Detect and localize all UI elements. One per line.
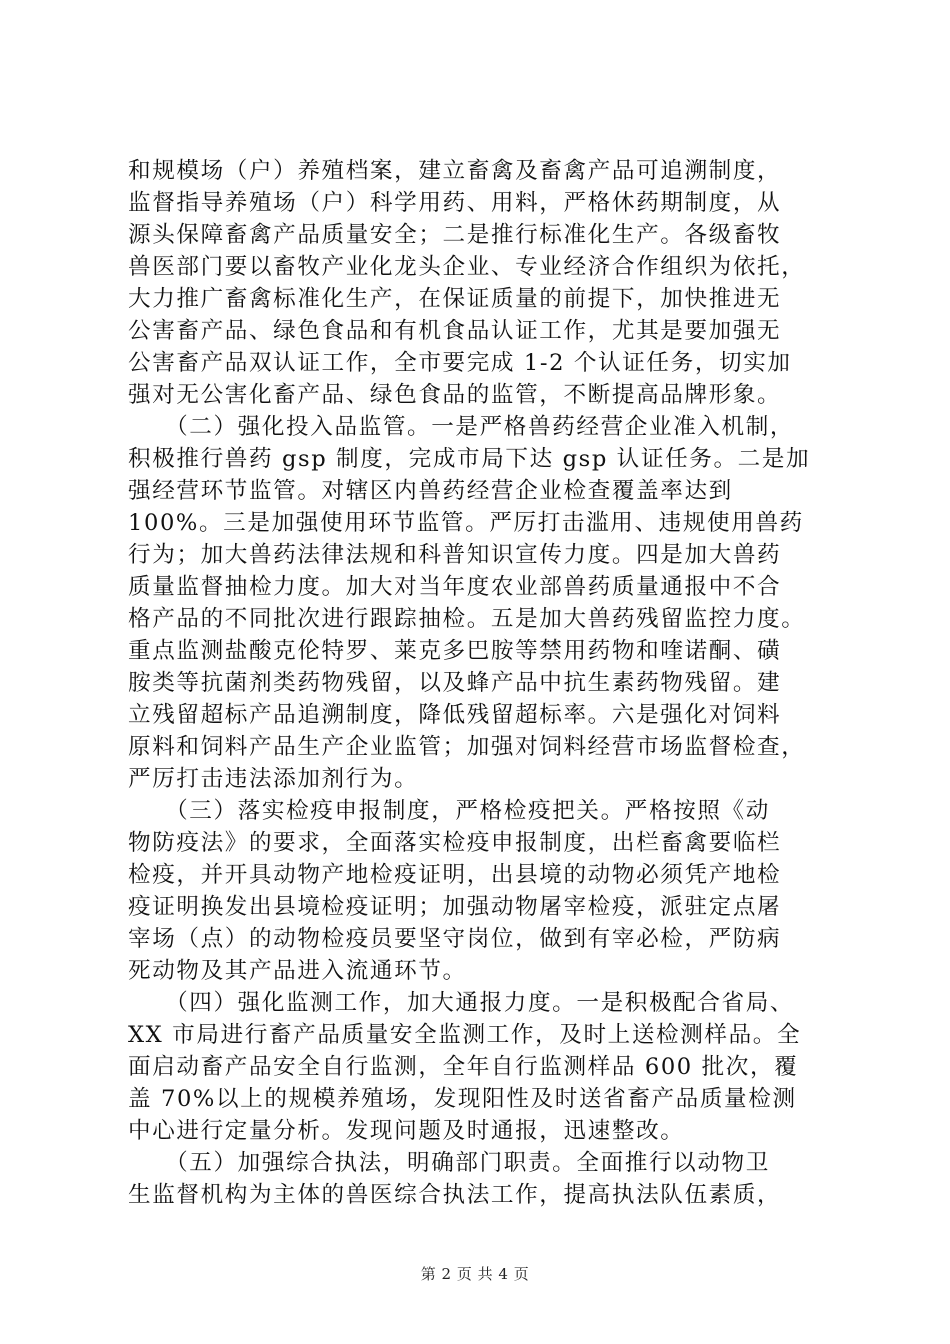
text-line: 兽医部门要以畜牧产业化龙头企业、专业经济合作组织为依托，: [128, 254, 806, 280]
text-line: 宰场（点）的动物检疫员要坚守岗位，做到有宰必检，严防病: [128, 926, 782, 952]
text-line: 100%。三是加强使用环节监管。严厉打击滥用、违规使用兽药: [128, 510, 804, 536]
text-line: 面启动畜产品安全自行监测，全年自行监测样品 600 批次，覆: [128, 1054, 799, 1080]
body-text: [128, 155, 840, 1211]
text-line: 大力推广畜禽标准化生产，在保证质量的前提下，加快推进无: [128, 286, 782, 312]
text-line: 源头保障畜禽产品质量安全；二是推行标准化生产。各级畜牧: [128, 222, 782, 248]
page-footer: 第 2 页 共 4 页: [420, 1265, 530, 1283]
text-line: 物防疫法》的要求，全面落实检疫申报制度，出栏畜禽要临栏: [128, 830, 782, 856]
text-line: 公害畜产品、绿色食品和有机食品认证工作，尤其是要加强无: [128, 318, 782, 344]
text-line: 疫证明换发出县境检疫证明；加强动物屠宰检疫，派驻定点屠: [128, 894, 782, 920]
text-line: 强经营环节监管。对辖区内兽药经营企业检查覆盖率达到: [128, 478, 733, 504]
text-line: 积极推行兽药 gsp 制度，完成市局下达 gsp 认证任务。二是加: [128, 446, 811, 472]
text-line: （四）强化监测工作，加大通报力度。一是积极配合省局、: [128, 990, 795, 1016]
text-line: 原料和饲料产品生产企业监管；加强对饲料经营市场监督检查，: [128, 734, 806, 760]
text-line: 公害畜产品双认证工作，全市要完成 1-2 个认证任务，切实加: [128, 350, 792, 376]
text-line: 质量监督抽检力度。加大对当年度农业部兽药质量通报中不合: [128, 574, 782, 600]
text-line: （三）落实检疫申报制度，严格检疫把关。严格按照《动: [128, 798, 770, 824]
text-line: 生监督机构为主体的兽医综合执法工作，提高执法队伍素质，: [128, 1182, 782, 1208]
text-line: 中心进行定量分析。发现问题及时通报，迅速整改。: [128, 1118, 685, 1144]
text-line: （二）强化投入品监管。一是严格兽药经营企业准入机制，: [128, 414, 795, 440]
text-line: 严厉打击违法添加剂行为。: [128, 766, 419, 792]
text-line: 和规模场（户）养殖档案，建立畜禽及畜禽产品可追溯制度，: [128, 158, 782, 184]
text-line: 盖 70%以上的规模养殖场，发现阳性及时送省畜产品质量检测: [128, 1086, 797, 1112]
text-line: XX 市局进行畜产品质量安全监测工作，及时上送检测样品。全: [128, 1022, 802, 1048]
text-line: 监督指导养殖场（户）科学用药、用料，严格休药期制度，从: [128, 190, 782, 216]
text-line: 胺类等抗菌剂类药物残留，以及蜂产品中抗生素药物残留。建: [128, 670, 782, 696]
text-line: 检疫，并开具动物产地检疫证明，出县境的动物必须凭产地检: [128, 862, 782, 888]
text-line: 行为；加大兽药法律法规和科普知识宣传力度。四是加大兽药: [128, 542, 782, 568]
text-line: 重点监测盐酸克伦特罗、莱克多巴胺等禁用药物和喹诺酮、磺: [128, 638, 782, 664]
text-line: 死动物及其产品进入流通环节。: [128, 958, 467, 984]
text-line: 强对无公害化畜产品、绿色食品的监管，不断提高品牌形象。: [128, 382, 782, 408]
text-line: 格产品的不同批次进行跟踪抽检。五是加大兽药残留监控力度。: [128, 606, 806, 632]
text-line: （五）加强综合执法，明确部门职责。全面推行以动物卫: [128, 1150, 770, 1176]
text-line: 立残留超标产品追溯制度，降低残留超标率。六是强化对饲料: [128, 702, 782, 728]
